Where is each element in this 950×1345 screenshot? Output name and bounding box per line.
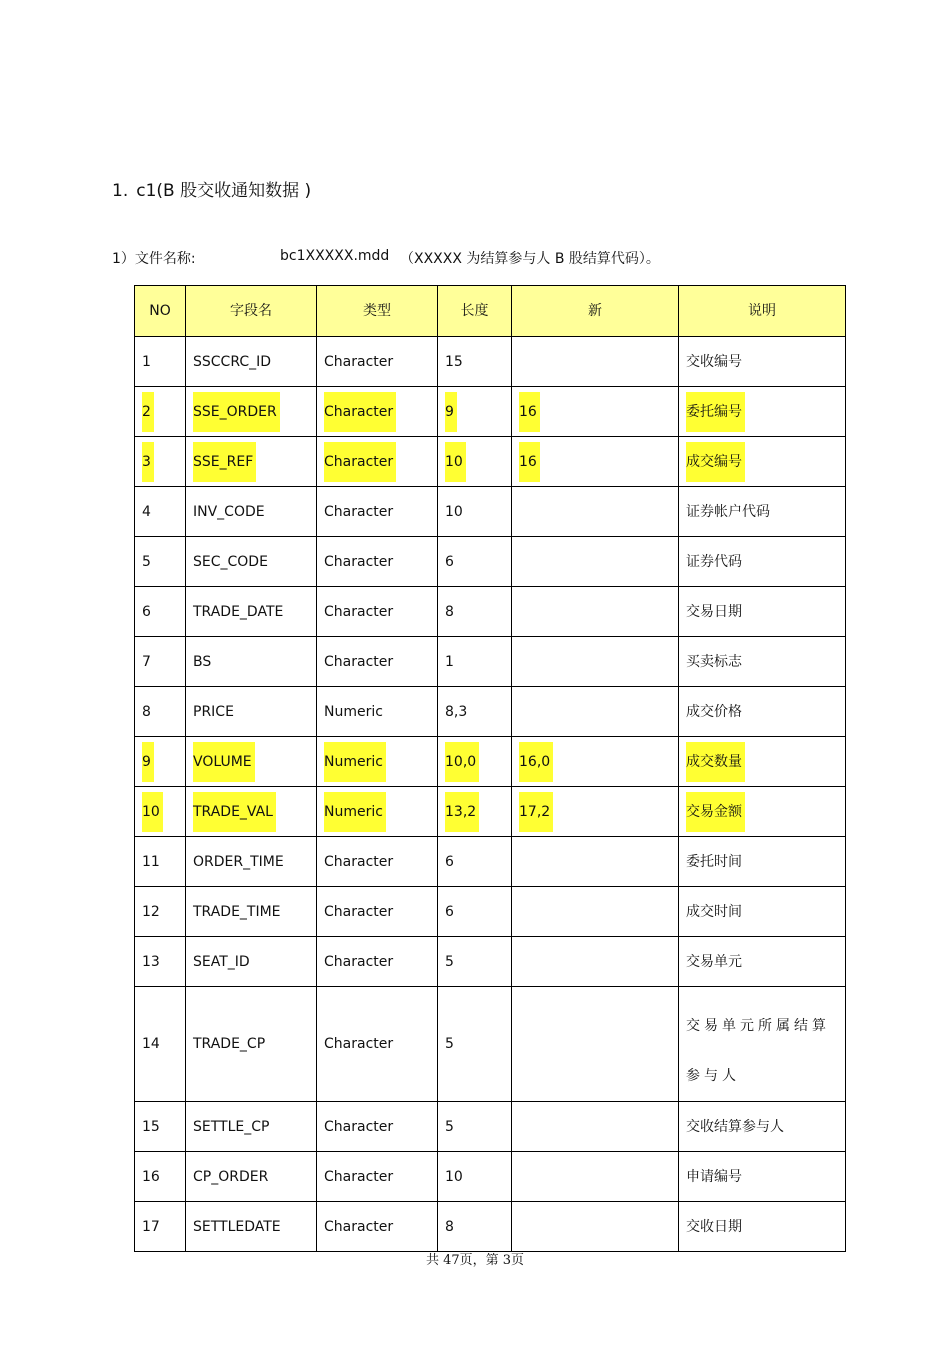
cell-no-text: 16 [142,1168,160,1185]
table-row [135,537,846,587]
cell-type [317,987,438,1102]
table-row [135,687,846,737]
cell-length-text: 6 [445,903,454,920]
cell-no [135,787,186,837]
cell-description [679,937,846,987]
cell-type-text: Character [324,1036,394,1052]
cell-description [679,987,846,1102]
cell-description [679,537,846,587]
cell-new [512,1102,679,1152]
cell-type [317,337,438,387]
cell-field-name [186,1102,317,1152]
cell-no [135,887,186,937]
cell-new [512,487,679,537]
table-row [135,637,846,687]
cell-type-text: Character [324,853,394,870]
cell-description-text: 交收编号 [686,353,742,370]
cell-field-name [186,687,317,737]
table-row [135,837,846,887]
file-name-note: （XXXXX 为结算参与人 B 股结算代码）。 [400,251,660,267]
cell-new [512,887,679,937]
cell-new [512,1202,679,1252]
cell-length [438,937,512,987]
cell-no-text: 13 [142,953,160,970]
cell-new-text: 16,0 [519,742,553,782]
cell-new [512,837,679,887]
cell-length-text: 10 [445,1168,463,1185]
cell-field-name-text: TRADE_TIME [193,903,281,920]
cell-field-name-text: CP_ORDER [193,1168,269,1185]
header-length: 长度 [438,286,512,337]
cell-type [317,1202,438,1252]
cell-field-name [186,887,317,937]
cell-length [438,687,512,737]
cell-length-text: 10,0 [445,742,479,782]
cell-length [438,437,512,487]
cell-description-text: 交收结算参与人 [686,1118,784,1135]
cell-description-text: 委托编号 [686,392,745,432]
cell-description-text: 交易金额 [686,792,745,832]
cell-no-text: 14 [142,1036,160,1052]
cell-no [135,387,186,437]
table-row [135,937,846,987]
cell-type-text: Character [324,353,394,370]
cell-field-name-text: ORDER_TIME [193,853,284,870]
cell-new-text: 16 [519,442,540,482]
cell-field-name [186,587,317,637]
cell-no [135,937,186,987]
cell-no-text: 15 [142,1118,160,1135]
cell-type [317,737,438,787]
cell-description [679,1202,846,1252]
cell-new-text: 16 [519,392,540,432]
cell-field-name [186,987,317,1102]
cell-description [679,687,846,737]
cell-type [317,487,438,537]
cell-type-text: Character [324,1218,394,1235]
cell-type [317,537,438,587]
cell-length-text: 15 [445,353,463,370]
cell-no [135,537,186,587]
table-row [135,887,846,937]
cell-field-name [186,437,317,487]
cell-new [512,387,679,437]
cell-description-text: 交收日期 [686,1218,742,1235]
cell-length-text: 10 [445,503,463,520]
cell-no [135,337,186,387]
cell-length [438,587,512,637]
cell-no-text: 4 [142,503,151,520]
cell-field-name-text: TRADE_VAL [193,792,276,832]
cell-no [135,1202,186,1252]
cell-field-name-text: BS [193,653,212,670]
cell-description-text: 证券帐户代码 [686,503,770,520]
table-row [135,987,846,1102]
cell-description [679,787,846,837]
cell-new [512,737,679,787]
cell-description-text: 证券代码 [686,553,742,570]
cell-no-text: 2 [142,392,154,432]
cell-no-text: 1 [142,353,151,370]
cell-new [512,637,679,687]
cell-no-text: 10 [142,792,163,832]
cell-length-text: 8 [445,1218,454,1235]
cell-description-text: 成交时间 [686,903,742,920]
cell-new [512,337,679,387]
cell-type-text: Character [324,553,394,570]
cell-length [438,1202,512,1252]
cell-type-text: Character [324,653,394,670]
cell-length [438,387,512,437]
file-name-value: bc1XXXXX.mdd [280,248,390,264]
cell-type [317,837,438,887]
cell-length-text: 8,3 [445,703,468,720]
cell-length [438,987,512,1102]
cell-no-text: 3 [142,442,154,482]
table-row [135,337,846,387]
cell-type-text: Numeric [324,742,386,782]
cell-no-text: 6 [142,603,151,620]
cell-type [317,437,438,487]
table-row [135,1152,846,1202]
table-body [135,337,846,1252]
cell-field-name-text: SEAT_ID [193,953,250,970]
section-number: 1. [112,181,129,201]
cell-field-name-text: SEC_CODE [193,553,268,570]
cell-no [135,587,186,637]
cell-description-text: 成交数量 [686,742,745,782]
cell-description-text: 买卖标志 [686,653,742,670]
header-new: 新 [512,286,679,337]
cell-length-text: 8 [445,603,454,620]
cell-length-text: 6 [445,553,454,570]
cell-new [512,987,679,1102]
cell-field-name-text: SSCCRC_ID [193,353,272,370]
table-header-row [135,286,846,337]
cell-description [679,637,846,687]
cell-length [438,337,512,387]
cell-field-name [186,387,317,437]
cell-field-name [186,1202,317,1252]
cell-no [135,687,186,737]
cell-description [679,737,846,787]
cell-description-text: 交易单元 [686,953,742,970]
cell-description-text: 交易单元所属结算参与人 [686,1018,830,1084]
cell-field-name [186,737,317,787]
cell-no-text: 5 [142,553,151,570]
cell-field-name-text: SETTLE_CP [193,1118,270,1135]
cell-no-text: 12 [142,903,160,920]
cell-length-text: 6 [445,853,454,870]
field-spec-table [134,285,846,1252]
cell-new [512,937,679,987]
page-footer: 共 47页，第 3页 [425,1253,525,1268]
table-row [135,1102,846,1152]
cell-length [438,837,512,887]
cell-length [438,1152,512,1202]
cell-type-text: Character [324,603,394,620]
cell-field-name-text: SETTLEDATE [193,1218,281,1235]
cell-type [317,787,438,837]
cell-field-name [186,837,317,887]
cell-description [679,387,846,437]
header-field-name: 字段名 [186,286,317,337]
cell-type-text: Character [324,442,396,482]
table-row [135,787,846,837]
table-row [135,587,846,637]
cell-description [679,1102,846,1152]
cell-no [135,437,186,487]
file-name-label: 1）文件名称: [112,251,196,267]
cell-length-text: 9 [445,392,457,432]
cell-description [679,837,846,887]
cell-no [135,987,186,1102]
cell-type-text: Character [324,503,394,520]
cell-type-text: Character [324,392,396,432]
cell-description-text: 申请编号 [686,1168,742,1185]
cell-description-text: 委托时间 [686,853,742,870]
cell-type-text: Character [324,953,394,970]
cell-type [317,937,438,987]
cell-length-text: 13,2 [445,792,479,832]
cell-length-text: 10 [445,442,466,482]
header-description: 说明 [679,286,846,337]
cell-no-text: 7 [142,653,151,670]
cell-description-text: 交易日期 [686,603,742,620]
cell-no [135,837,186,887]
cell-field-name [186,537,317,587]
table-row [135,437,846,487]
cell-field-name-text: SSE_ORDER [193,392,280,432]
cell-field-name [186,937,317,987]
cell-no [135,487,186,537]
cell-new [512,437,679,487]
cell-no [135,1102,186,1152]
cell-type [317,887,438,937]
cell-type [317,687,438,737]
cell-length [438,637,512,687]
cell-length [438,1102,512,1152]
cell-type [317,387,438,437]
cell-type [317,1102,438,1152]
cell-type-text: Character [324,1118,394,1135]
cell-type-text: Character [324,903,394,920]
header-type: 类型 [317,286,438,337]
cell-field-name [186,1152,317,1202]
section-title [112,176,311,201]
cell-field-name [186,337,317,387]
cell-length [438,537,512,587]
section-heading: c1(B 股交收通知数据 ) [136,181,312,201]
cell-description-text: 成交价格 [686,703,742,720]
cell-new [512,537,679,587]
cell-description [679,887,846,937]
cell-description [679,487,846,537]
cell-no-text: 17 [142,1218,160,1235]
cell-length-text: 5 [445,953,454,970]
cell-no [135,1152,186,1202]
cell-new [512,587,679,637]
table-row [135,387,846,437]
cell-no [135,637,186,687]
cell-description [679,587,846,637]
cell-field-name [186,487,317,537]
cell-description-text: 成交编号 [686,442,745,482]
table-row [135,737,846,787]
cell-field-name-text: SSE_REF [193,442,256,482]
table-row [135,1202,846,1252]
cell-type [317,1152,438,1202]
header-no: NO [135,286,186,337]
cell-field-name [186,637,317,687]
cell-field-name-text: TRADE_DATE [193,603,284,620]
cell-no-text: 9 [142,742,154,782]
cell-type [317,637,438,687]
cell-length-text: 1 [445,653,454,670]
cell-new [512,787,679,837]
cell-field-name-text: INV_CODE [193,503,265,520]
cell-description [679,337,846,387]
cell-field-name [186,787,317,837]
cell-new-text: 17,2 [519,792,553,832]
cell-field-name-text: TRADE_CP [193,1036,266,1052]
cell-type-text: Numeric [324,703,383,720]
cell-length [438,887,512,937]
cell-no-text: 8 [142,703,151,720]
table-row [135,487,846,537]
cell-type-text: Numeric [324,792,386,832]
cell-new [512,687,679,737]
cell-length [438,787,512,837]
cell-length-text: 5 [445,1118,454,1135]
cell-length-text: 5 [445,1036,454,1052]
cell-new [512,1152,679,1202]
cell-field-name-text: PRICE [193,703,234,720]
cell-no [135,737,186,787]
cell-type [317,587,438,637]
cell-no-text: 11 [142,853,160,870]
cell-field-name-text: VOLUME [193,742,255,782]
cell-length [438,737,512,787]
cell-description [679,1152,846,1202]
cell-type-text: Character [324,1168,394,1185]
cell-description [679,437,846,487]
cell-length [438,487,512,537]
